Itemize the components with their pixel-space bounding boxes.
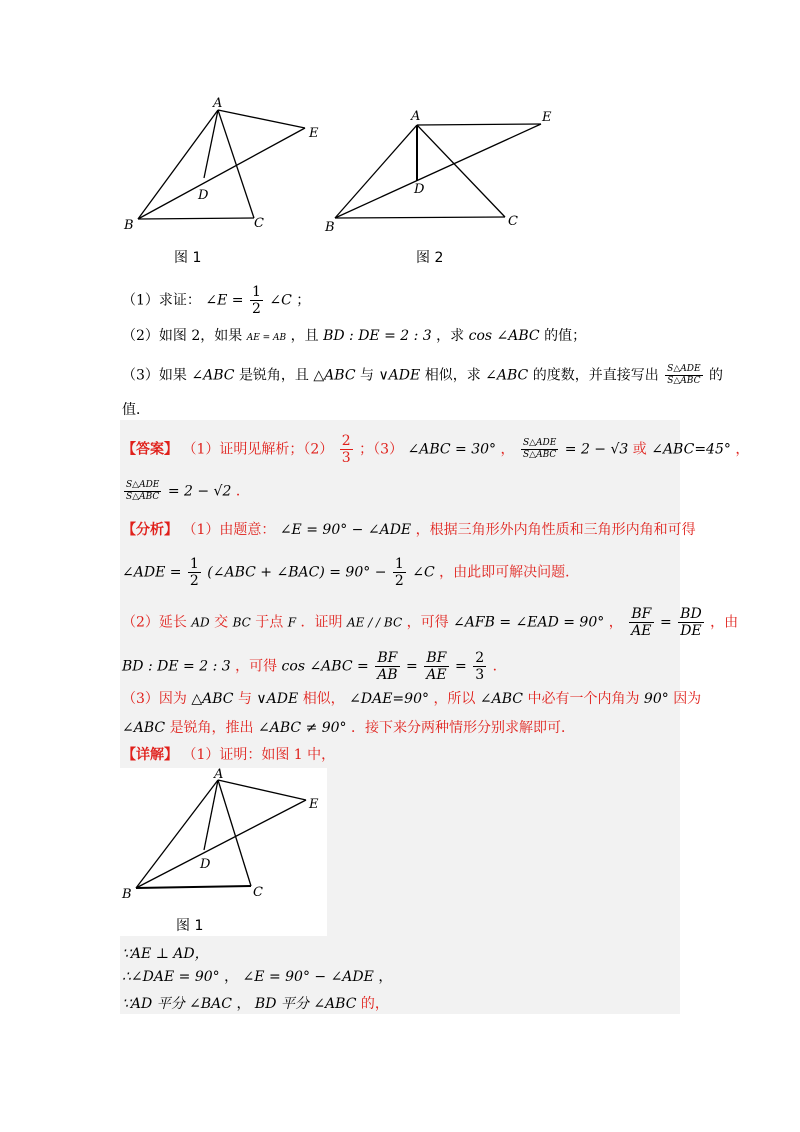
segment-bc (335, 217, 505, 218)
question-3: （3）如果 ∠ABC 是锐角，且 △ABC 与 ∨ADE 相似，求 ∠ABC 的度数，并直接写出 $\frac{\text{S△ADE}}{\text{S△ABC}}$ 的 (122, 364, 723, 386)
segment-bc (138, 218, 254, 219)
analysis-line-1: 【分析】 （1）由题意： ∠E = 90° − ∠ADE ，根据三角形外内角性质和三角形内角和可得 (122, 522, 696, 538)
segment-be (136, 800, 306, 888)
answer-line-2: $\frac{\text{S△ADE}}{\text{S△ABC}}$ = 2 − √2 ． (126, 480, 250, 502)
analysis-line-4: BD : DE = 2 : 3 ，可得 cos ∠ABC = $\frac{BF}{AB}$ = $\frac{BF}{AE}$ = $\frac{2}{3}$ ． (122, 650, 507, 683)
analysis-line-6: ∠ABC 是锐角，推出 ∠ABC ≠ 90° ．接下来分两种情形分别求解即可． (122, 720, 576, 736)
answer-line: 【答案】 （1）证明见解析；（2） $\frac{2}{3}$ ；（3） ∠ABC = 30° ， $\frac{\text{S△ADE}}{\text{S△ABC}}$ = 2 − √3 或 ∠ABC=45° ， (122, 433, 750, 466)
question-3-cont: 值． (122, 402, 150, 418)
figure-2 (322, 105, 562, 235)
question-1: （1）求证： ∠E = $\frac{1}{2}$ ∠C ； (122, 284, 311, 317)
point-a-label: A (213, 96, 223, 111)
analysis-line-3: （2）延长 AD 交 BC 于点 F ．证明 AE / / BC ，可得 ∠AFB = ∠EAD = 90° ， $\frac{BF}{AE}$ = $\frac{BD}{DE}$ ，由 (122, 606, 739, 639)
point-e-label: E (542, 110, 552, 125)
detail-step-3: ∵AD 平分 ∠BAC ， BD 平分 ∠ABC 的， (122, 996, 389, 1012)
segment-ac (417, 125, 505, 217)
point-b-label: B (122, 887, 132, 902)
analysis-line-5: （3）因为 △ABC 与 ∨ADE 相似， ∠DAE=90° ，所以 ∠ABC 中必有一个内角为 90° 因为 (122, 691, 702, 707)
detail-figure-caption: 图 1 (176, 918, 204, 934)
point-b-label: B (124, 218, 134, 233)
point-a-label: A (411, 109, 421, 124)
point-e-label: E (309, 797, 319, 812)
segment-be (138, 128, 305, 219)
segment-ad (204, 780, 218, 850)
detail-figure-1 (120, 768, 327, 908)
point-c-label: C (253, 885, 263, 900)
question-2: （2）如图 2，如果 AE = AB ，且 BD : DE = 2 : 3 ，求 cos ∠ABC 的值； (122, 328, 587, 344)
analysis-line-2: ∠ADE = $\frac{1}{2}$ (∠ABC + ∠BAC) = 90° − $\frac{1}{2}$ ∠C ，由此即可解决问题． (122, 556, 580, 589)
figure-1 (118, 95, 328, 240)
figure-1-caption: 图 1 (174, 250, 202, 266)
point-a-label: A (214, 768, 224, 782)
detail-step-1: ∵AE ⊥ AD， (122, 946, 209, 962)
point-c-label: C (508, 214, 518, 229)
point-e-label: E (309, 126, 319, 141)
detail-line-1: 【详解】 （1）证明：如图 1 中， (122, 747, 336, 763)
point-d-label: D (200, 857, 211, 872)
segment-ae (218, 780, 306, 800)
segment-ab (335, 125, 417, 218)
segment-ac (218, 780, 251, 886)
segment-ac (218, 110, 254, 218)
point-d-label: D (414, 182, 425, 197)
point-b-label: B (325, 220, 335, 235)
point-c-label: C (254, 216, 264, 231)
detail-step-2: ∴∠DAE = 90° ， ∠E = 90° − ∠ADE ， (122, 969, 393, 985)
segment-ae (218, 110, 305, 128)
point-d-label: D (198, 188, 209, 203)
figure-2-caption: 图 2 (416, 250, 444, 266)
segment-be (335, 124, 541, 218)
segment-ae (417, 124, 541, 125)
segment-bc (136, 886, 251, 888)
